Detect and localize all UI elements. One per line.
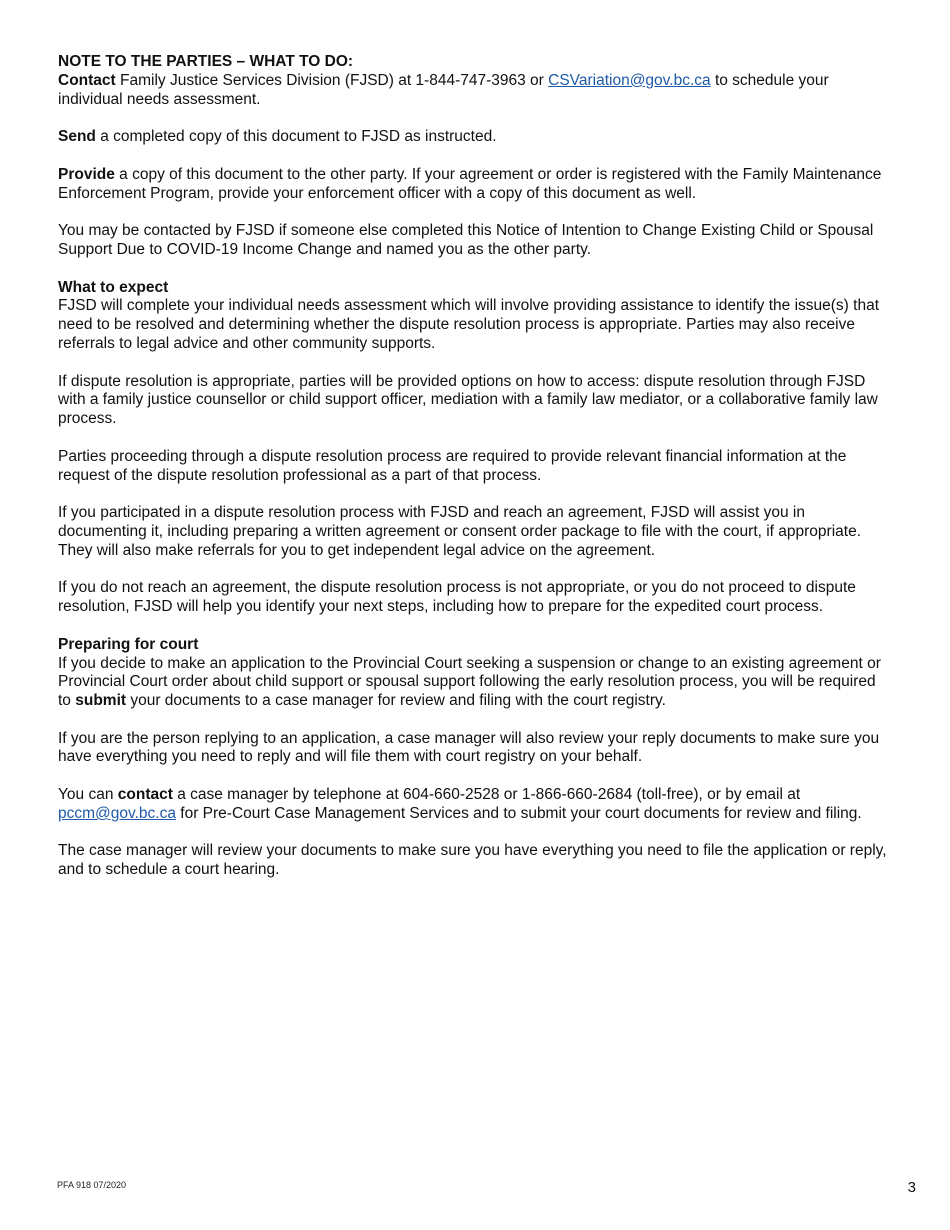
- preparing-for-court-heading: Preparing for court: [58, 635, 199, 653]
- court-3-text-after-link: for Pre-Court Case Management Services and to submit your court documents for review and filing.: [175, 804, 862, 822]
- contact-case-manager-bold-label: contact: [117, 786, 173, 804]
- document-body: [58, 53, 888, 880]
- court-paragraph-2: If you are the person replying to an application, a case manager will also review your reply documents to make sure you have everything you need to reply and will file them with court registry on your behalf.: [58, 729, 880, 766]
- provide-paragraph: [58, 166, 888, 204]
- contact-bold-label: Contact: [58, 71, 116, 89]
- court-1-text-after-bold: your documents to a case manager for review and filing with the court registry.: [126, 692, 666, 710]
- csvariation-email-link[interactable]: CSVariation@gov.bc.ca: [548, 71, 711, 89]
- court-paragraph-4: The case manager will review your documents to make sure you have everything you need to file the application or reply, and to schedule a court hearing.: [58, 842, 887, 879]
- court-paragraph-3: [58, 786, 888, 824]
- submit-bold-label: submit: [75, 692, 127, 710]
- contact-text-before-link: Family Justice Services Division (FJSD) at 1-844-747-3963 or: [115, 71, 549, 89]
- send-text: a completed copy of this document to FJSD as instructed.: [95, 128, 497, 146]
- send-paragraph: [58, 128, 888, 147]
- provide-text: a copy of this document to the other party. If your agreement or order is registered with the Family Maintenance Enforcement Program, provide your enforcement officer with a copy of this document as well.: [58, 165, 882, 202]
- court-3-text-before-bold: You can: [58, 786, 118, 804]
- page-number: 3: [907, 1179, 916, 1196]
- pccm-email-link[interactable]: pccm@gov.bc.ca: [58, 804, 176, 822]
- court-paragraph-1: [58, 655, 888, 711]
- what-to-expect-heading: What to expect: [58, 278, 169, 296]
- note-heading: NOTE TO THE PARTIES – WHAT TO DO:: [58, 53, 354, 70]
- contact-text-after-link: to schedule your individual needs assessment.: [58, 71, 829, 108]
- court-1-text-before-bold: If you decide to make an application to the Provincial Court seeking a suspension or change to an existing agreement or Provincial Court order about child support or spousal support following the early resolution process, you will be required to: [58, 654, 881, 710]
- form-code-footer: PFA 918 07/2020: [57, 1180, 127, 1190]
- expect-paragraph-3: Parties proceeding through a dispute resolution process are required to provide relevant financial information at the request of the dispute resolution professional as a part of that process.: [58, 447, 847, 484]
- contacted-paragraph: You may be contacted by FJSD if someone else completed this Notice of Intention to Change Existing Child or Spousal Support Due to COVID-19 Income Change and named you as the other party.: [58, 222, 874, 258]
- expect-paragraph-4: If you participated in a dispute resolution process with FJSD and reach an agreement, FJSD will assist you in documenting it, including preparing a written agreement or consent order package to file with the court, if appropriate. They will also make referrals for you to get independent legal advice on the agreement.: [58, 504, 862, 559]
- expect-paragraph-5: If you do not reach an agreement, the dispute resolution process is not appropriate, or you do not proceed to dispute resolution, FJSD will help you identify your next steps, including how to prepare for the expedited court process.: [58, 579, 856, 616]
- send-bold-label: Send: [58, 128, 96, 146]
- expect-paragraph-2: If dispute resolution is appropriate, parties will be provided options on how to access: dispute resolution through FJSD with a family justice counsellor or child support officer, mediation with a family law mediator, or a collaborative family law process.: [58, 372, 878, 428]
- court-3-text-mid: a case manager by telephone at 604-660-2528 or 1-866-660-2684 (toll-free), or by email at: [172, 786, 801, 804]
- contact-paragraph: [58, 72, 888, 110]
- expect-paragraph-1: FJSD will complete your individual needs assessment which will involve providing assistance to identify the issue(s) that need to be resolved and determining whether the dispute resolution process is appropriate. Parties may also receive referrals to legal advice and other community supports.: [58, 297, 880, 352]
- provide-bold-label: Provide: [58, 165, 115, 183]
